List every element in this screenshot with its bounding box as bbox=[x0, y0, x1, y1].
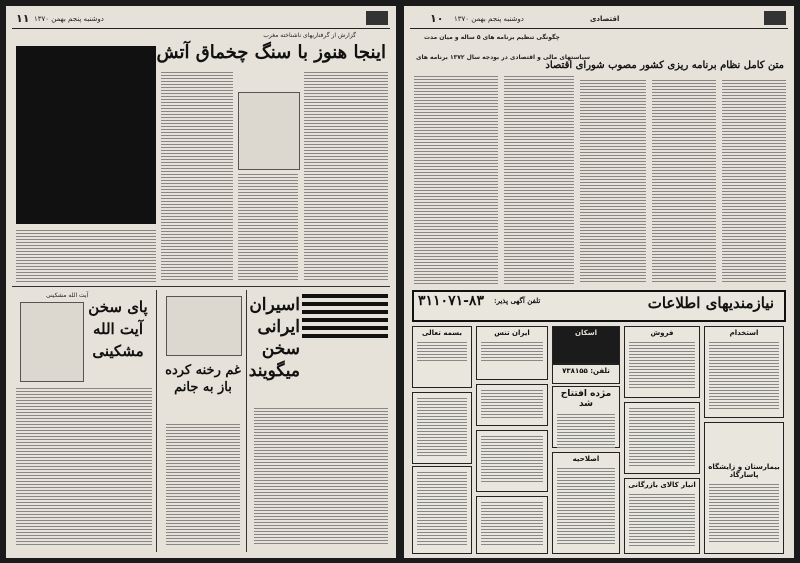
classified-ad-10 bbox=[412, 466, 472, 554]
left-main-headline: اینجا هنوز با سنگ چخماق آتش bbox=[156, 42, 386, 63]
classified-ad-phone: تلفن: ۷۳۸۱۵۵ bbox=[552, 364, 620, 384]
cleric-portrait-image bbox=[20, 302, 84, 382]
classified-ad-6 bbox=[412, 392, 472, 464]
classified-ad-4: فروش bbox=[624, 326, 700, 398]
cleric-article-text bbox=[16, 386, 152, 546]
right-newspaper-page bbox=[404, 6, 794, 558]
left-article-column-3 bbox=[238, 172, 298, 282]
classified-ad-2: ایران تنس bbox=[476, 326, 548, 380]
newspaper-logo-icon bbox=[366, 11, 388, 25]
cleric-headline: پای سخن آیت الله مشکینی bbox=[88, 298, 148, 360]
newspaper-logo-icon bbox=[764, 11, 786, 25]
right-subhead-1: چگونگی تنظیم برنامه های ۵ ساله و میان مدت bbox=[424, 34, 560, 41]
elder-sketch-image bbox=[238, 92, 300, 170]
cleric-caption: آیت الله مشکینی bbox=[46, 292, 89, 299]
left-article-column-1 bbox=[161, 70, 233, 282]
mosque-illustration bbox=[166, 296, 242, 356]
right-article-column-5 bbox=[722, 78, 786, 284]
prisoners-headline: اسیران ایرانی سخن میگویند bbox=[248, 295, 300, 381]
classified-ad-13: اصلاحیه bbox=[552, 452, 620, 554]
left-article-column-4 bbox=[16, 228, 156, 282]
classifieds-banner-phone: ۳۱۱۰۷۱-۸۳ bbox=[418, 293, 484, 309]
right-date-line: دوشنبه پنجم بهمن ۱۳۷۰ bbox=[454, 15, 524, 23]
poem-text bbox=[166, 422, 240, 546]
classified-ad-9 bbox=[624, 402, 700, 474]
left-kicker: گزارش از گرفتاریهای ناشناخته مغرب bbox=[263, 32, 356, 39]
left-column-rule-2 bbox=[246, 290, 247, 552]
classified-ad-14: انبار کالای بازرگانی bbox=[624, 478, 700, 554]
left-column-rule-1 bbox=[156, 290, 157, 552]
flag-illustration bbox=[302, 294, 388, 338]
classified-ad-7 bbox=[476, 384, 548, 426]
left-page-number: ١١ bbox=[16, 12, 30, 25]
classifieds-banner-title: نیازمندیهای اطلاعات bbox=[647, 294, 774, 312]
left-date-line: دوشنبه پنجم بهمن ۱۳۷۰ bbox=[34, 15, 104, 23]
classified-ad-1: بسمه تعالی bbox=[412, 326, 472, 388]
right-main-headline: متن کامل نظام برنامه ریزی کشور مصوب شورای اقتصاد bbox=[545, 60, 784, 71]
classified-ad-8: مژده افتتاح شد bbox=[552, 386, 620, 448]
classifieds-banner-prefix: تلفن آگهی پذیر: bbox=[494, 296, 541, 305]
right-article-column-4 bbox=[652, 78, 716, 284]
right-page-number: ١٠ bbox=[430, 12, 444, 25]
classified-ad-11 bbox=[476, 430, 548, 492]
left-article-column-2 bbox=[304, 70, 388, 282]
left-page-divider bbox=[12, 286, 390, 287]
section-label: اقتصادی bbox=[590, 15, 620, 23]
dark-portrait-photo bbox=[16, 46, 156, 224]
right-article-column-2 bbox=[504, 74, 574, 284]
prisoners-article-text bbox=[254, 406, 388, 546]
left-page-header bbox=[12, 10, 390, 29]
left-newspaper-page bbox=[6, 6, 396, 558]
right-page-header bbox=[410, 10, 788, 29]
classified-ad-3: اسکان bbox=[552, 326, 620, 364]
classified-ad-12 bbox=[476, 496, 548, 554]
classified-ad-15: بیمارستان و زایشگاه پاسارگاد bbox=[704, 422, 784, 554]
right-article-column-3 bbox=[580, 78, 646, 284]
classified-ad-5: استخدام bbox=[704, 326, 784, 418]
right-subhead-2: سیاستهای مالی و اقتصادی در بودجه سال ۱۳۷۲ برنامه های bbox=[416, 54, 591, 61]
classifieds-banner bbox=[412, 290, 786, 322]
right-article-column-1 bbox=[414, 74, 498, 284]
poem-headline: غم رخنه کرده باز به جانم bbox=[165, 363, 241, 395]
